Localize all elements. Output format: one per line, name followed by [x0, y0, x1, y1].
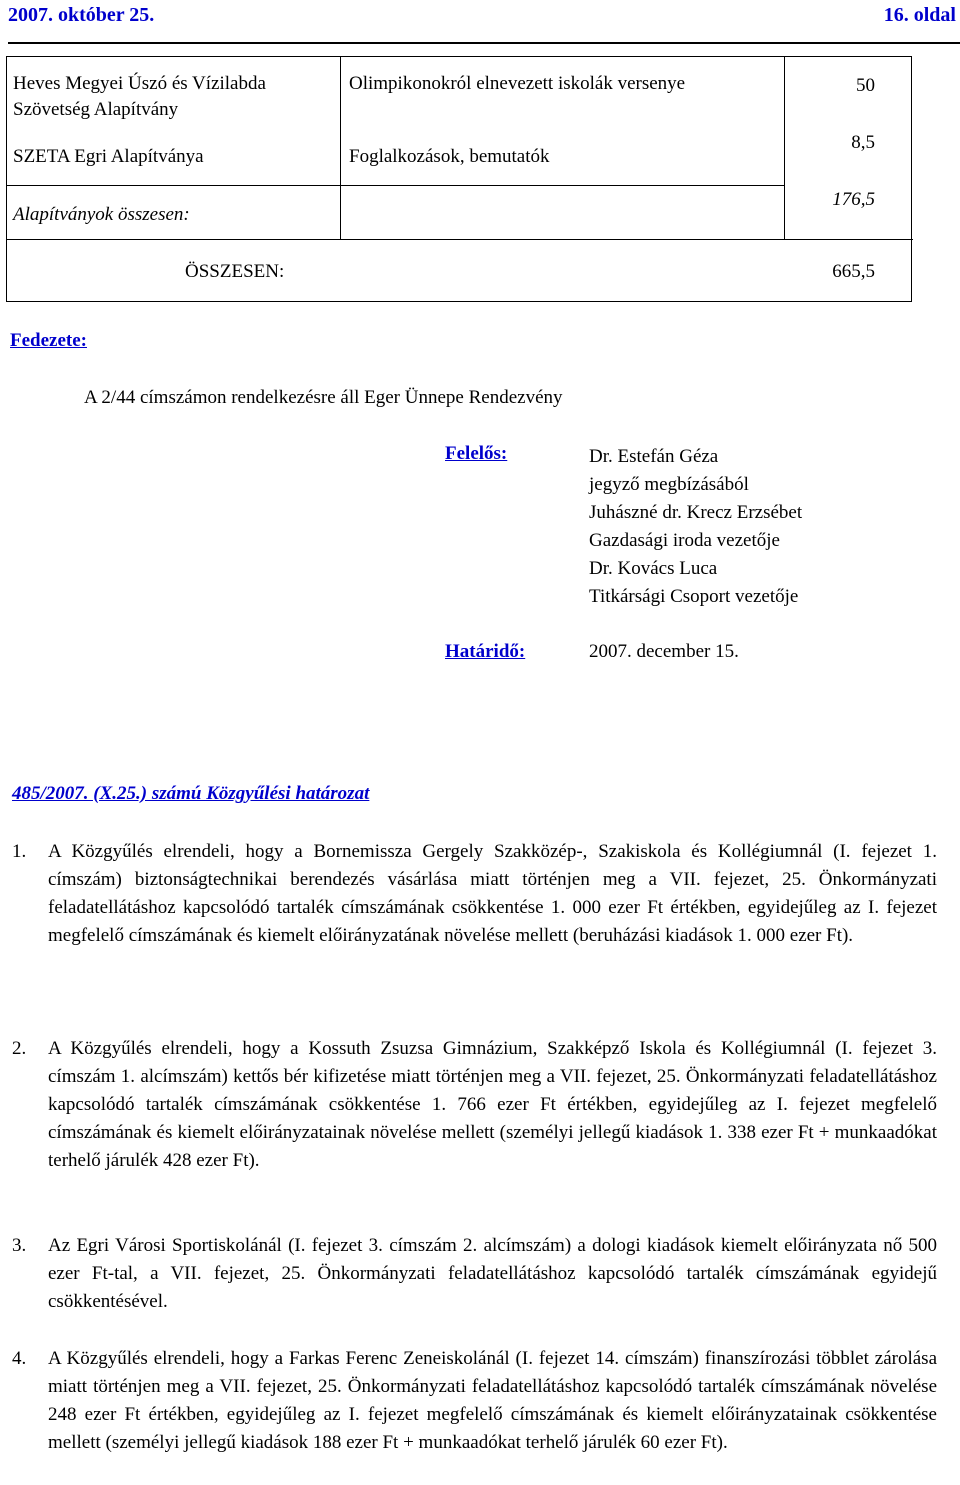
resolution-item-text: A Közgyűlés elrendeli, hogy a Kossuth Zsuzsa Gimnázium, Szakképző Iskola és Kollégiumnál (I. fejezet 3. címszám 1. alcímszám) kettős bér kifizetése miatt történjen meg a VII. fejezet, 25. Önkormányzati feladatellátáshoz kapcsolódó tartalék címszámának csökkentése 1. 766 ezer Ft értékben, egyidejűleg az I. fejezet megfelelő címszámának és kiemelt előirányzatainak növelése mellett (személyi jellegű kiadások 1. 338 ezer Ft + munkaadókat terhelő járulék 428 ezer Ft). — [48, 1038, 937, 1171]
table-row2-purpose: Foglalkozások, bemutatók — [349, 146, 550, 167]
resolution-item — [12, 1232, 937, 1316]
resolution-item-number: 2. — [12, 1038, 27, 1059]
felelos-line: Dr. Estefán Géza — [589, 446, 719, 467]
felelos-line: Dr. Kovács Luca — [589, 558, 718, 579]
resolution-item-number: 1. — [12, 841, 27, 862]
hatarido-label: Határidő: — [445, 641, 526, 662]
resolution-item-number: 3. — [12, 1235, 27, 1256]
resolution-item-text: A Közgyűlés elrendeli, hogy a Farkas Ferenc Zeneiskolánál (I. fejezet 14. címszám) finanszírozási többlet zárolása miatt történjen meg a VII. fejezet, 25. Önkormányzati feladatellátáshoz kapcsolódó tartalék címszámának növelése 248 ezer Ft értékben, egyidejűleg az I. fejezet megfelelő címszámának és kiemelt előirányzatainak csökkentése mellett (személyi jellegű kiadások 188 ezer Ft + munkaadókat terhelő járulék 60 ezer Ft). — [48, 1348, 937, 1453]
felelos-line: Juhászné dr. Krecz Erzsébet — [589, 502, 803, 523]
resolution-item-number: 4. — [12, 1348, 27, 1369]
table-row2-amount: 8,5 — [851, 132, 875, 153]
fedezete-text: A 2/44 címszámon rendelkezésre áll Eger Ünnepe Rendezvény — [84, 387, 563, 408]
table-divider — [7, 239, 913, 240]
table-total-amount: 665,5 — [832, 261, 875, 282]
header-page-number: 16. oldal — [883, 4, 956, 26]
resolution-item — [12, 838, 937, 950]
table-row3-amount: 176,5 — [832, 189, 875, 210]
resolution-item — [12, 1035, 937, 1175]
resolution-item-text: A Közgyűlés elrendeli, hogy a Bornemissza Gergely Szakközép-, Szakiskola és Kollégiumnál (I. fejezet 1. címszám) biztonságtechnikai berendezés vásárlása miatt történjen meg a VII. fejezet, 25. Önkormányzati feladatellátáshoz kapcsolódó tartalék címszámának csökkentése 1. 000 ezer Ft értékben, egyidejűleg az I. fejezet megfelelő címszámának és kiemelt előirányzatának növelése mellett (beruházási kiadások 1. 000 ezer Ft). — [48, 841, 937, 946]
table-row1-amount: 50 — [856, 75, 875, 96]
budget-table — [6, 56, 912, 302]
table-divider — [7, 185, 784, 186]
table-divider — [784, 57, 785, 239]
resolution-item — [12, 1345, 937, 1457]
header-date: 2007. október 25. — [8, 4, 155, 26]
felelos-line: Titkársági Csoport vezetője — [589, 586, 799, 607]
table-row1-org: Heves Megyei Úszó és Vízilabda Szövetség Alapítvány — [13, 73, 266, 120]
table-row1-purpose: Olimpikonokról elnevezett iskolák versenye — [349, 73, 686, 94]
resolution-title: 485/2007. (X.25.) számú Közgyűlési határozat — [12, 783, 370, 804]
page-header — [8, 4, 960, 44]
table-row3-label: Alapítványok összesen: — [13, 204, 190, 225]
hatarido-value: 2007. december 15. — [589, 641, 739, 662]
table-row2-org: SZETA Egri Alapítványa — [13, 146, 204, 167]
table-total-label: ÖSSZESEN: — [185, 261, 285, 282]
felelos-list — [589, 443, 802, 611]
resolution-item-text: Az Egri Városi Sportiskolánál (I. fejezet 3. címszám 2. alcímszám) a dologi kiadások kiemelt előirányzata nő 500 ezer Ft-tal, a VII. fejezet, 25. Önkormányzati feladatellátáshoz kapcsolódó tartalék címszámának egyidejű csökkentésével. — [48, 1235, 937, 1312]
fedezete-label: Fedezete: — [10, 330, 87, 351]
felelos-line: Gazdasági iroda vezetője — [589, 530, 780, 551]
table-divider — [340, 57, 341, 239]
felelos-label: Felelős: — [445, 443, 508, 464]
felelos-line: jegyző megbízásából — [589, 474, 749, 495]
